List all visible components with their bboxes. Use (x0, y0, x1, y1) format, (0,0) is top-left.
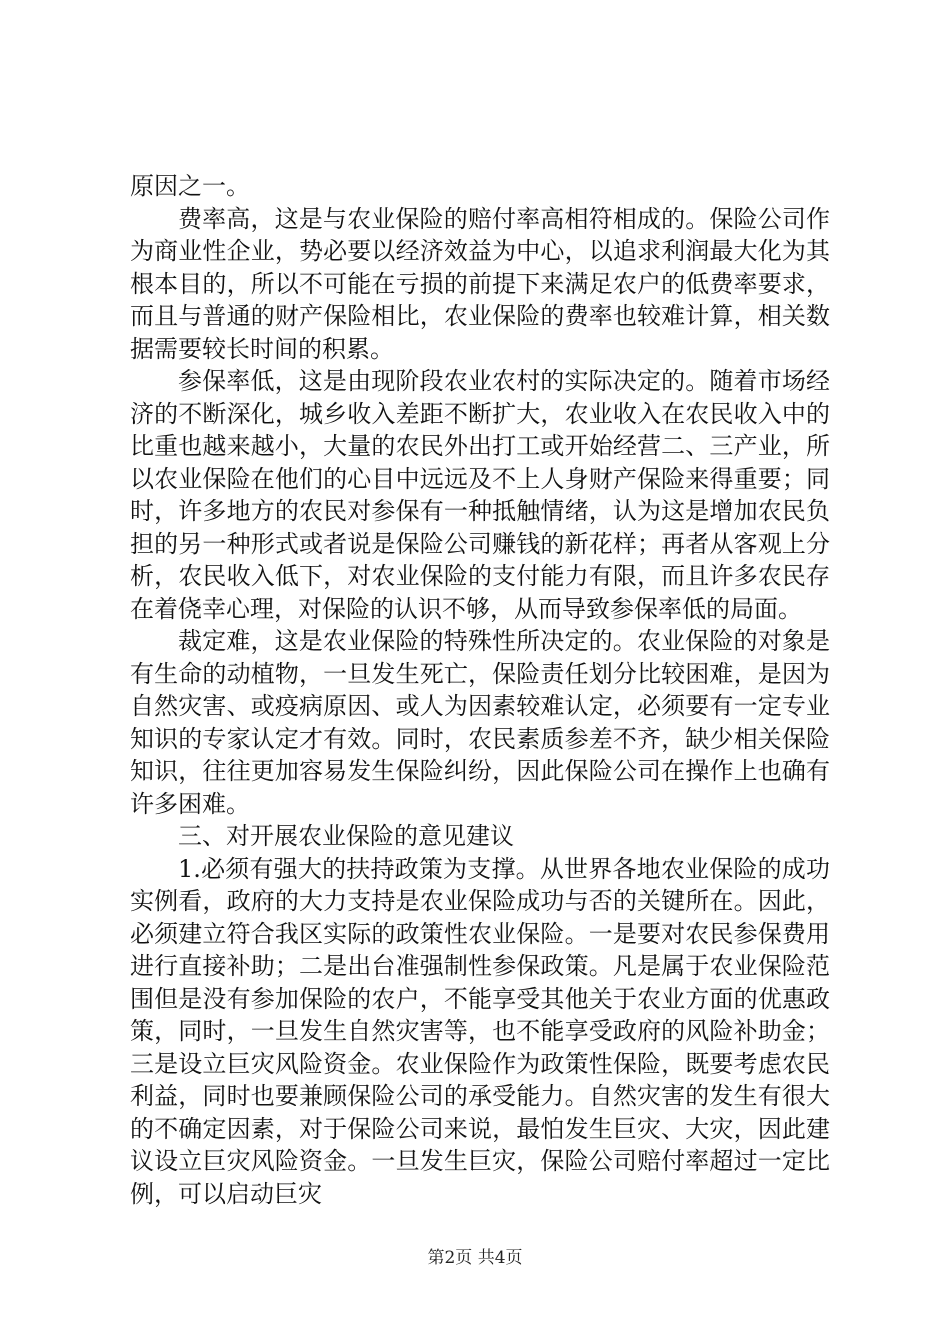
paragraph-4: 裁定难，这是农业保险的特殊性所决定的。农业保险的对象是有生命的动植物，一旦发生死亡，保险责任划分比较困难，是因为自然灾害、或疫病原因、或人为因素较难认定，必须要有一定专业知识的专家认定才有效。同时，农民素质参差不齐，缺少相关保险知识，往往更加容易发生保险纠纷，因此保险公司在操作上也确有许多困难。 (130, 627, 830, 818)
paragraph-1: 原因之一。 (130, 172, 250, 200)
paragraph-2: 费率高，这是与农业保险的赔付率高相符相成的。保险公司作为商业性企业，势必要以经济效益为中心，以追求利润最大化为其根本目的，所以不可能在亏损的前提下来满足农户的低费率要求，而且与普通的财产保险相比，农业保险的费率也较难计算，相关数据需要较长时间的积累。 (130, 204, 830, 363)
section-heading: 三、对开展农业保险的意见建议 (178, 822, 514, 850)
paragraph-5: 1.必须有强大的扶持政策为支撑。从世界各地农业保险的成功实例看，政府的大力支持是农业保险成功与否的关键所在。因此，必须建立符合我区实际的政策性农业保险。一是要对农民参保费用进行直接补助；二是出台准强制性参保政策。凡是属于农业保险范围但是没有参加保险的农户，不能享受其他关于农业方面的优惠政策，同时，一旦发生自然灾害等，也不能享受政府的风险补助金；三是设立巨灾风险资金。农业保险作为政策性保险，既要考虑农民利益，同时也要兼顾保险公司的承受能力。自然灾害的发生有很大的不确定因素，对于保险公司来说，最怕发生巨灾、大灾，因此建议设立巨灾风险资金。一旦发生巨灾，保险公司赔付率超过一定比例，可以启动巨灾 (130, 854, 830, 1208)
paragraph-3: 参保率低，这是由现阶段农业农村的实际决定的。随着市场经济的不断深化，城乡收入差距不断扩大，农业收入在农民收入中的比重也越来越小，大量的农民外出打工或开始经营二、三产业，所以农业保险在他们的心目中远远及不上人身财产保险来得重要；同时，许多地方的农民对参保有一种抵触情绪，认为这是增加农民负担的另一种形式或者说是保险公司赚钱的新花样；再者从客观上分析，农民收入低下，对农业保险的支付能力有限，而且许多农民存在着侥幸心理，对保险的认识不够，从而导致参保率低的局面。 (130, 367, 830, 623)
page-footer: 第2页 共4页 (427, 1248, 523, 1268)
document-body (130, 170, 830, 1210)
